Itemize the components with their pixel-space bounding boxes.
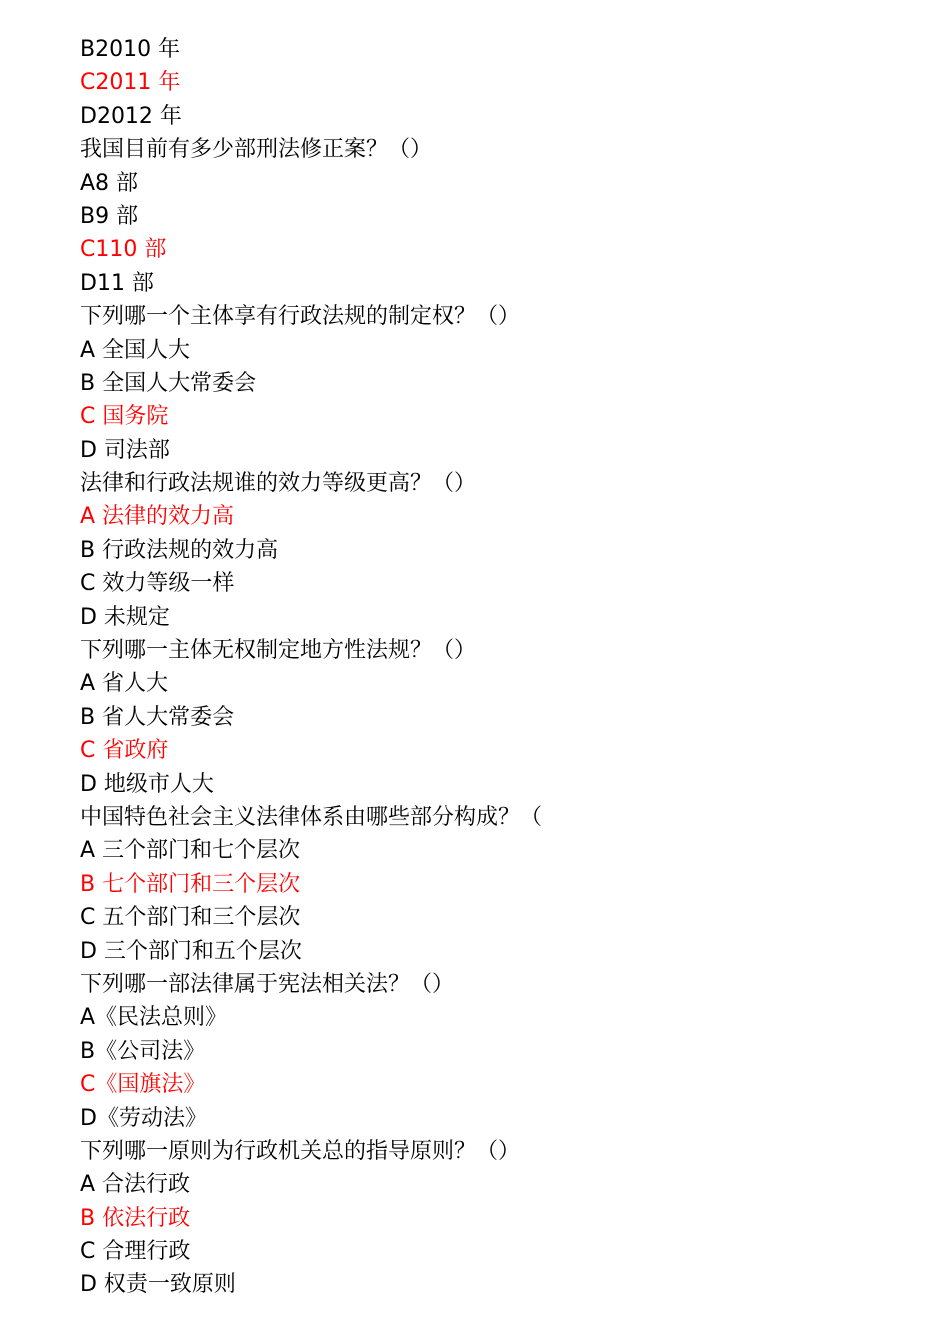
answer-option-line: C《国旗法》 — [80, 1072, 206, 1098]
text-line: D 三个部门和五个层次 — [80, 938, 302, 964]
text-line: D11 部 — [80, 270, 154, 296]
text-line: 法律和行政法规谁的效力等级更高？（） — [80, 471, 477, 497]
text-line: D 权责一致原则 — [80, 1272, 236, 1298]
text-line: A《民法总则》 — [80, 1005, 228, 1031]
text-line: B 行政法规的效力高 — [80, 537, 279, 563]
answer-option-line: C110 部 — [80, 237, 167, 263]
text-line: A 三个部门和七个层次 — [80, 838, 301, 864]
text-line: 下列哪一个主体享有行政法规的制定权？（） — [80, 304, 521, 330]
answer-option-line: C 国务院 — [80, 404, 169, 430]
text-line: D2012 年 — [80, 103, 182, 129]
text-line: B 全国人大常委会 — [80, 370, 257, 396]
text-line: A 全国人大 — [80, 337, 191, 363]
answer-option-line: B 七个部门和三个层次 — [80, 871, 301, 897]
text-line: B《公司法》 — [80, 1038, 206, 1064]
text-line: B9 部 — [80, 203, 139, 229]
text-line: D 司法部 — [80, 437, 170, 463]
answer-option-line: C 省政府 — [80, 738, 169, 764]
text-line: D《劳动法》 — [80, 1105, 207, 1131]
text-line: 下列哪一部法律属于宪法相关法？（） — [80, 971, 455, 997]
text-line: B2010 年 — [80, 37, 181, 62]
text-line: 下列哪一主体无权制定地方性法规？（） — [80, 638, 477, 664]
text-line: A 合法行政 — [80, 1172, 191, 1198]
text-line: B 省人大常委会 — [80, 704, 235, 730]
text-line: A8 部 — [80, 170, 139, 196]
text-line: C 五个部门和三个层次 — [80, 905, 301, 931]
answer-option-line: B 依法行政 — [80, 1205, 191, 1231]
text-line: 下列哪一原则为行政机关总的指导原则？（） — [80, 1138, 521, 1164]
text-line: C 效力等级一样 — [80, 571, 235, 597]
answer-option-line: C2011 年 — [80, 70, 181, 96]
text-line: D 未规定 — [80, 604, 170, 630]
question-list — [80, 33, 920, 1302]
text-line: 我国目前有多少部刑法修正案？（） — [80, 137, 433, 163]
text-line: 中国特色社会主义法律体系由哪些部分构成？（ — [80, 804, 543, 830]
answer-option-line: A 法律的效力高 — [80, 504, 235, 530]
text-line: A 省人大 — [80, 671, 169, 697]
text-line: C 合理行政 — [80, 1239, 191, 1265]
text-line: D 地级市人大 — [80, 771, 214, 797]
